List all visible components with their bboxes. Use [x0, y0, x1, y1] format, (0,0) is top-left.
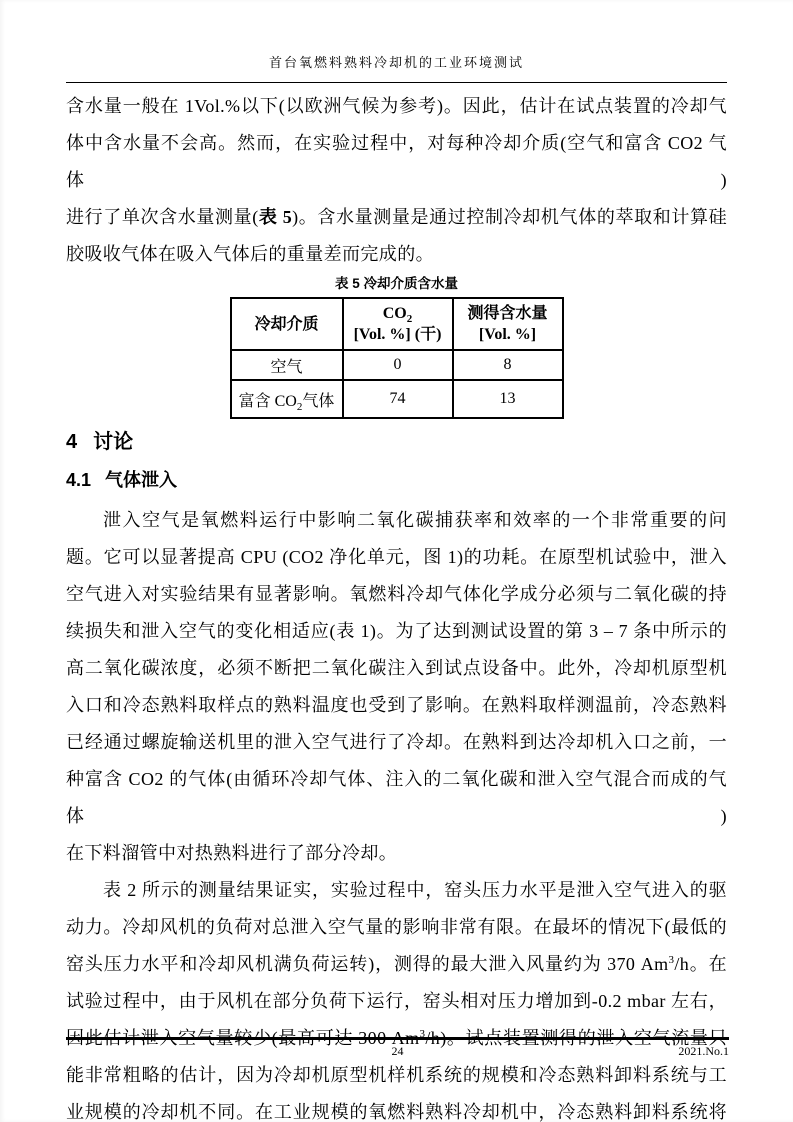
co2-subscript: 2 — [296, 400, 303, 413]
table-row-co2rich — [231, 380, 563, 418]
table-ref-bold: 表 5 — [258, 207, 293, 227]
table-header-co2 — [343, 298, 453, 350]
footer-rule — [66, 1037, 729, 1040]
table5-caption: 表 5 冷却介质含水量 — [334, 276, 458, 291]
co2-subscript: 2 — [406, 313, 413, 326]
page-footer — [66, 1037, 729, 1059]
text-line: 高二氧化碳浓度，必须不断把二氧化碳注入到试点设备中。此外，冷却机原型机 — [66, 658, 727, 678]
text-line: 泄入空气是氧燃料运行中影响二氧化碳捕获率和效率的一个非常重要的问 — [103, 510, 727, 530]
text-segment: 因此估计泄入空气量较少(最高可达 300 Am — [66, 1028, 420, 1048]
cell-co2-co2rich: 74 — [343, 380, 453, 418]
text-line: 入口和冷态熟料取样点的熟料温度也受到了影响。在熟料取样测温前，冷态熟料 — [66, 695, 727, 715]
text-segment: 气体 — [302, 392, 335, 410]
text-segment: 富含 CO — [238, 392, 297, 410]
table-header-water-unit: [Vol. %] — [478, 326, 537, 343]
section-number: 4.1 — [66, 470, 92, 490]
section-title: 讨论 — [93, 431, 134, 453]
text-segment: /h)。试点装置测得的泄入空气流量只 — [425, 1028, 727, 1048]
paragraph-air-leakage-2 — [66, 872, 727, 1122]
cell-medium-co2rich — [231, 380, 343, 418]
text-line — [66, 946, 727, 983]
cubic-superscript: 3 — [668, 954, 675, 966]
issue-label: 2021.No.1 — [678, 1044, 729, 1058]
section-title: 气体泄入 — [105, 470, 178, 490]
text-line: 体中含水量不会高。然而，在实验过程中，对每种冷却介质(空气和富含 CO2 气体) — [66, 133, 727, 190]
text-line: 胶吸收气体在吸入气体后的重量差而完成的。 — [66, 244, 434, 264]
table5-cooling-media-water-content — [230, 297, 564, 419]
cell-water-co2rich: 13 — [453, 380, 563, 418]
text-line: 动力。冷却风机的负荷对总泄入空气量的影响非常有限。在最坏的情况下(最低的 — [66, 917, 727, 937]
text-line: 表 2 所示的测量结果证实，实验过程中，窑头压力水平是泄入空气进入的驱 — [103, 880, 727, 900]
section-4-1-heading — [66, 468, 727, 492]
table-header-row — [231, 298, 563, 350]
text-segment: 进行了单次含水量测量( — [66, 207, 259, 227]
text-line: 题。它可以显著提高 CPU (CO2 净化单元，图 1)的功耗。在原型机试验中，泄入 — [66, 547, 727, 567]
text-segment: )。含水量测量是通过控制冷却机气体的萃取和计算硅 — [292, 207, 728, 227]
text-segment: /h。在 — [674, 954, 727, 974]
text-line: 续损失和泄入空气的变化相适应(表 1)。为了达到测试设置的第 3 – 7 条中所示的 — [66, 621, 727, 641]
header-rule — [66, 82, 727, 83]
table-header-water-label: 测得含水量 — [467, 305, 548, 322]
text-line: 能非常粗略的估计，因为冷却机原型机样机系统的规模和冷态熟料卸料系统与工 — [66, 1065, 727, 1085]
text-line: 含水量一般在 1Vol.%以下(以欧洲气候为参考)。因此，估计在试点装置的冷却气 — [66, 96, 727, 116]
text-line: 已经通过螺旋输送机里的泄入空气进行了冷却。在熟料到达冷却机入口之前，一 — [66, 732, 727, 752]
section-4-heading — [66, 429, 727, 455]
paragraph-moisture — [66, 88, 727, 273]
text-segment: 窑头压力水平和冷却风机满负荷运转)，测得的最大泄入风量约为 370 Am — [66, 954, 669, 974]
table-header-medium: 冷却介质 — [231, 298, 343, 350]
section-number: 4 — [66, 431, 78, 453]
table-header-co2-unit: [Vol. %] (干) — [353, 326, 442, 343]
cubic-superscript: 3 — [419, 1028, 426, 1040]
cell-medium-air: 空气 — [231, 350, 343, 380]
text-line: 种富含 CO2 的气体(由循环冷却气体、注入的二氧化碳和泄入空气混合而成的气体) — [66, 769, 727, 826]
text-line: 空气进入对实验结果有显著影响。氧燃料冷却气体化学成分必须与二氧化碳的持 — [66, 584, 727, 604]
table-header-co2-formula — [344, 303, 452, 324]
text-line: 试验过程中，由于风机在部分负荷下运行，窑头相对压力增加到-0.2 mbar 左右， — [66, 991, 727, 1011]
table-header-water — [453, 298, 563, 350]
text-line — [66, 199, 727, 236]
co2-text: CO — [382, 305, 407, 322]
running-header-title: 首台氧燃料熟料冷却机的工业环境测试 — [268, 55, 524, 70]
text-line: 业规模的冷却机不同。在工业规模的氧燃料熟料冷却机中，冷态熟料卸料系统将 — [66, 1102, 727, 1122]
page-number: 24 — [391, 1044, 404, 1058]
page-body — [66, 88, 727, 1122]
text-line: 在下料溜管中对热熟料进行了部分冷却。 — [66, 843, 398, 863]
paragraph-air-leakage-1 — [66, 502, 727, 872]
cell-water-air: 8 — [453, 350, 563, 380]
table-row-air — [231, 350, 563, 380]
footer-row — [66, 1043, 729, 1059]
cell-co2-air: 0 — [343, 350, 453, 380]
